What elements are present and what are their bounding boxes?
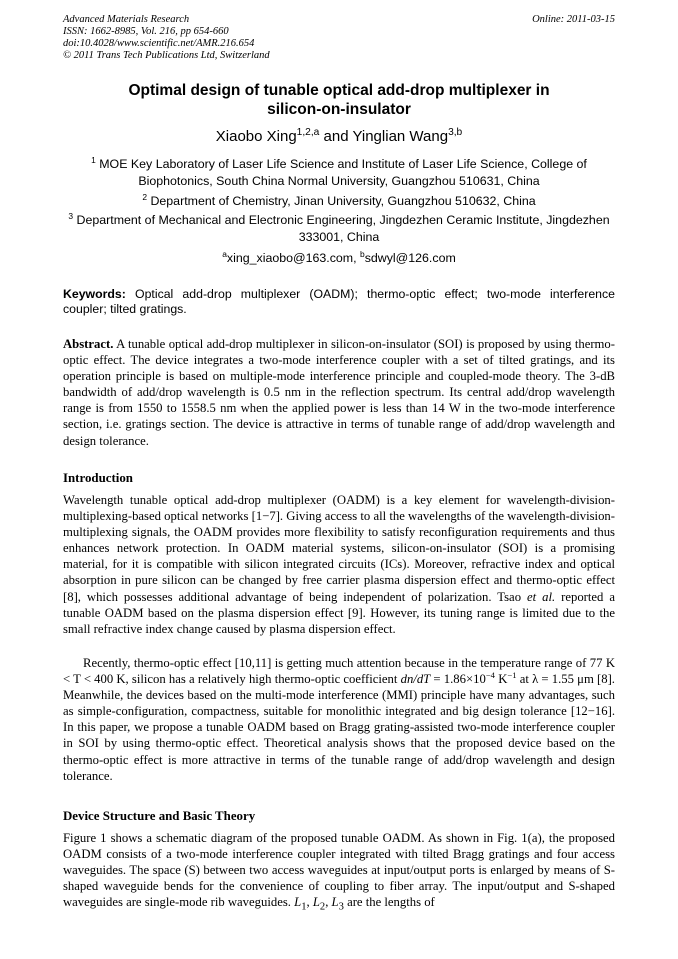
affiliation-3 [63, 212, 615, 246]
intro-p2-T: T [423, 672, 431, 687]
email-b[interactable]: sdwyl@126.com [364, 251, 456, 265]
affiliation-2-text: Department of Chemistry, Jinan University, Guangzhou 510632, China [147, 194, 536, 208]
device-p1-text-a: Figure 1 shows a schematic diagram of the proposed tunable OADM. As shown in Fig. 1(a), the proposed OADM consists of a two-mode interference coupler integrated with tilted Bragg gratings and four access waveguides. The space (S) between two access waveguides at input/output ports is enlarged by means of S-shaped waveguide bends for the convenience of coupling to fiber array. The input/output and S-shaped waveguides are single-mode rib waveguides. [63, 831, 615, 910]
journal-copyright: © 2011 Trans Tech Publications Ltd, Switzerland [63, 50, 270, 61]
intro-p2-dn: dn [400, 672, 414, 687]
device-L3: L [331, 895, 339, 910]
email-b-mark: b [360, 248, 365, 259]
online-date: Online: 2011-03-15 [532, 14, 615, 25]
affiliation-3-number: 3 [68, 210, 74, 221]
intro-p1-et-al: et al. [527, 589, 556, 604]
affiliation-3-line-2: 333001, China [298, 230, 380, 244]
intro-p2-exponent-1: −4 [485, 669, 495, 680]
section-heading-device-structure: Device Structure and Basic Theory [63, 809, 256, 823]
affiliation-1 [63, 156, 615, 190]
intro-p1-text-b: reported a tunable OADM based on the plasma dispersion effect [9]. However, its tuning range is limited due to the small refractive index change caused by plasma dispersion effect. [63, 589, 615, 636]
introduction-paragraph-2 [63, 655, 615, 784]
affiliation-2-number: 2 [142, 191, 147, 202]
section-heading-introduction: Introduction [63, 471, 133, 485]
device-L1-sub: 1 [301, 901, 307, 913]
device-L2: L [312, 895, 320, 910]
keywords-label: Keywords: [63, 287, 126, 301]
affiliation-1-line-2: Biophotonics, South China Normal University, Guangzhou 510631, China [138, 174, 540, 188]
affiliation-3-line-1: Department of Mechanical and Electronic Engineering, Jingdezhen Ceramic Institute, Jingdezhen [73, 213, 610, 227]
author-conjunction: and [319, 128, 353, 145]
device-paragraph-1 [63, 830, 615, 916]
author-2-affiliation-mark: 3,b [448, 127, 463, 138]
introduction-paragraph-1 [63, 492, 615, 637]
device-L1: L [294, 895, 302, 910]
intro-p2-text-a: Recently, thermo-optic effect [10,11] is getting much attention because in the temperature range of 77 K < T < 400 K, silicon has a relatively high thermo-optic coefficient [63, 656, 615, 687]
intro-p2-text-c: K [495, 672, 508, 687]
title-line-2: silicon-on-insulator [267, 101, 411, 118]
affiliation-1-line-1: MOE Key Laboratory of Laser Life Science and Institute of Laser Life Science, College of [95, 157, 587, 171]
author-1-affiliation-mark: 1,2,a [296, 127, 320, 138]
intro-p1-text-a: Wavelength tunable optical add-drop multiplexer (OADM) is a key element for wavelength-division-multiplexing-based optical networks [1−7]. Giving access to all the wavelengths of the wavelength-division-multiplexing signals, the OADM provides more flexibility to satisfy reconfiguration requirements and thus enhances network protection. In OADM material systems, silicon-on-insulator (SOI) is a promising material, for it is compatible with silicon integrated circuits (ICs). Moreover, refractive index and optical absorption in pure silicon can be changed by free carrier plasma dispersion effect and thermo-optic effect [8], which possesses additional advantage of being independent of polarization. Tsao [63, 493, 615, 604]
journal-header [63, 14, 615, 62]
intro-p2-text-b: = 1.86×10 [430, 672, 486, 687]
intro-p2-slash-d: /d [413, 672, 424, 687]
abstract [63, 336, 615, 449]
journal-name: Advanced Materials Research [63, 14, 190, 25]
affiliation-1-number: 1 [91, 154, 96, 165]
journal-doi: doi:10.4028/www.scientific.net/AMR.216.654 [63, 38, 255, 49]
abstract-text: A tunable optical add-drop multiplexer in silicon-on-insulator (SOI) is proposed by using thermo-optic effect. The device integrates a two-mode interference coupler with a set of tilted gratings, and its operation principle is based on multiple-mode interference principle and coupled-mode theory. The 3-dB bandwidth of add/drop wavelength is 0.5 nm in the reflection spectrum. Its central add/drop wavelength range is from 1550 to 1558.5 nm when the applied power is less than 14 W in the two-mode interference section, i.e. gratings section. The device is attractive in terms of tunable range of add/drop wavelength and design tolerance. [63, 337, 615, 448]
device-comma-2: , [325, 895, 332, 910]
author-list [63, 128, 615, 146]
keywords [63, 287, 615, 317]
device-p1-text-b: are the lengths of [343, 895, 435, 910]
intro-p2-text-d: at λ = 1.55 μm [8]. Meanwhile, the devices based on the multi-mode interference (MMI) principle have many advantages, such as simple-configuration, compactness, suitable for monolithic integrated and big design tolerance [12−16]. In this paper, we propose a tunable OADM based on Bragg grating-assisted two-mode interference coupler in SOI by using thermo-optic effect. Theoretical analysis shows that the proposed device based on the thermo-optic effect is more attractive in terms of the tunable range of add/drop wavelength and design tolerance. [63, 672, 615, 783]
email-a[interactable]: xing_xiaobo@163.com, [226, 251, 361, 265]
abstract-label: Abstract. [63, 337, 114, 351]
journal-issn: ISSN: 1662-8985, Vol. 216, pp 654-660 [63, 26, 229, 37]
email-a-mark: a [222, 248, 227, 259]
author-2: Yinglian Wang [352, 128, 449, 145]
device-L3-sub: 3 [338, 901, 344, 913]
paper-title [63, 81, 615, 119]
author-1: Xiaobo Xing [215, 128, 297, 145]
intro-p2-exponent-2: −1 [507, 669, 517, 680]
keywords-text: Optical add-drop multiplexer (OADM); thermo-optic effect; two-mode interference coupler; tilted gratings. [63, 287, 615, 316]
title-line-1: Optimal design of tunable optical add-drop multiplexer in [128, 82, 550, 99]
author-emails [63, 250, 615, 267]
device-L2-sub: 2 [319, 901, 326, 913]
device-comma-1: , [306, 895, 313, 910]
affiliation-2 [63, 193, 615, 210]
